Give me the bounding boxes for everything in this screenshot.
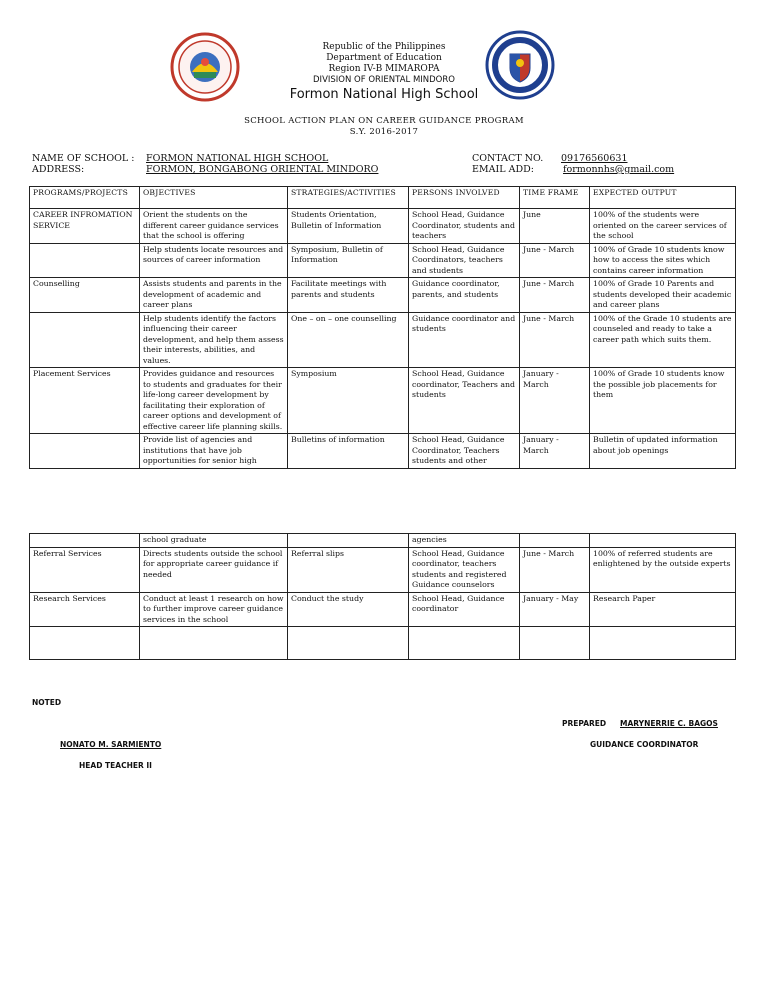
table-cell: Symposium xyxy=(288,368,409,434)
table-cell: agencies xyxy=(409,534,520,548)
table-cell: Conduct at least 1 research on how to further improve career guidance services in the school xyxy=(140,592,288,627)
header-department: Department of Education xyxy=(326,53,442,63)
noted-label: NOTED xyxy=(32,698,62,707)
col-header-objectives: OBJECTIVES xyxy=(140,187,288,209)
table-cell: Guidance coordinator and students xyxy=(409,312,520,368)
table-cell: 100% of Grade 10 students know the possible job placements for them xyxy=(590,368,736,434)
table-cell: 100% of the students were oriented on the career services of the school xyxy=(590,209,736,244)
table-row xyxy=(30,547,736,592)
contact-label: CONTACT NO. xyxy=(472,153,544,164)
table-cell: 100% of the Grade 10 students are counseled and ready to take a career path which suits them. xyxy=(590,312,736,368)
table-cell xyxy=(590,627,736,660)
address-label: ADDRESS: xyxy=(32,164,85,175)
table-cell: Directs students outside the school for appropriate career guidance if needed xyxy=(140,547,288,592)
table-cell: Symposium, Bulletin of Information xyxy=(288,243,409,278)
prepared-title: GUIDANCE COORDINATOR xyxy=(590,740,699,749)
table-cell: Orient the students on the different career guidance services that the school is offering xyxy=(140,209,288,244)
header-region: Region IV-B MIMAROPA xyxy=(328,64,440,74)
table-cell xyxy=(30,243,140,278)
table-cell: Bulletin of updated information about job openings xyxy=(590,434,736,469)
table-row xyxy=(30,434,736,469)
table-row xyxy=(30,627,736,660)
table-row xyxy=(30,243,736,278)
prepared-name: MARYNERRIE C. BAGOS xyxy=(620,719,718,728)
table-cell: Help students identify the factors influencing their career development, and help them assess their interests, abilities, and values. xyxy=(140,312,288,368)
table-row xyxy=(30,368,736,434)
table-cell: Research Services xyxy=(30,592,140,627)
table-cell: Referral Services xyxy=(30,547,140,592)
table-cell: School Head, Guidance Coordinators, teachers and students xyxy=(409,243,520,278)
table-cell: 100% of referred students are enlightened by the outside experts xyxy=(590,547,736,592)
table-cell: Provide list of agencies and institutions that have job opportunities for senior high xyxy=(140,434,288,469)
header-division: DIVISION OF ORIENTAL MINDORO xyxy=(313,75,455,85)
email-value: formonnhs@gmail.com xyxy=(563,164,675,175)
col-header-persons: PERSONS INVOLVED xyxy=(409,187,520,209)
table-cell: Research Paper xyxy=(590,592,736,627)
email-label: EMAIL ADD: xyxy=(472,164,534,175)
table-row xyxy=(30,534,736,548)
table-cell: June xyxy=(520,209,590,244)
table-cell: School Head, Guidance coordinator, Teachers and students xyxy=(409,368,520,434)
col-header-time-frame: TIME FRAME xyxy=(520,187,590,209)
table-cell: June - March xyxy=(520,547,590,592)
col-header-strategies: STRATEGIES/ACTIVITIES xyxy=(288,187,409,209)
table-cell: Guidance coordinator, parents, and students xyxy=(409,278,520,313)
table-cell: Placement Services xyxy=(30,368,140,434)
table-cell xyxy=(288,627,409,660)
table-cell: 100% of Grade 10 Parents and students developed their academic and career plans xyxy=(590,278,736,313)
col-header-expected-output: EXPECTED OUTPUT xyxy=(590,187,736,209)
table-row xyxy=(30,312,736,368)
table-cell: Facilitate meetings with parents and students xyxy=(288,278,409,313)
table-cell: Provides guidance and resources to students and graduates for their life-long career development by facilitating their exploration of career options and development of effective career life planning skills. xyxy=(140,368,288,434)
table-cell: June - March xyxy=(520,278,590,313)
table-cell: School Head, Guidance coordinator xyxy=(409,592,520,627)
table-cell: school graduate xyxy=(140,534,288,548)
action-plan-table xyxy=(29,186,736,469)
table-cell xyxy=(409,627,520,660)
table-cell: One – on – one counselling xyxy=(288,312,409,368)
school-name-value: FORMON NATIONAL HIGH SCHOOL xyxy=(146,153,329,164)
action-plan-table-continued xyxy=(29,533,736,660)
table-cell: June - March xyxy=(520,312,590,368)
table-cell: January - May xyxy=(520,592,590,627)
table-cell: January - March xyxy=(520,368,590,434)
table-cell: School Head, Guidance coordinator, teachers students and registered Guidance counselors xyxy=(409,547,520,592)
table-cell xyxy=(520,534,590,548)
table-cell xyxy=(520,627,590,660)
table-cell xyxy=(30,312,140,368)
table-cell xyxy=(30,534,140,548)
school-name-label: NAME OF SCHOOL : xyxy=(32,153,135,164)
table-cell: Referral slips xyxy=(288,547,409,592)
noted-name: NONATO M. SARMIENTO xyxy=(60,740,162,749)
prepared-label: PREPARED xyxy=(562,719,607,728)
document-title: SCHOOL ACTION PLAN ON CAREER GUIDANCE PROGRAM xyxy=(244,116,524,126)
table-cell xyxy=(140,627,288,660)
table-cell: School Head, Guidance Coordinator, students and teachers xyxy=(409,209,520,244)
table-cell: Conduct the study xyxy=(288,592,409,627)
table-cell xyxy=(30,434,140,469)
header-country: Republic of the Philippines xyxy=(322,42,446,52)
table-cell: Counselling xyxy=(30,278,140,313)
address-value: FORMON, BONGABONG ORIENTAL MINDORO xyxy=(146,164,379,175)
table-cell: CAREER INFROMATION SERVICE xyxy=(30,209,140,244)
table-cell: School Head, Guidance Coordinator, Teachers students and other xyxy=(409,434,520,469)
table-cell: Students Orientation, Bulletin of Information xyxy=(288,209,409,244)
header-school: Formon National High School xyxy=(289,87,479,102)
table-row xyxy=(30,278,736,313)
table-row xyxy=(30,592,736,627)
table-cell: January - March xyxy=(520,434,590,469)
table-cell xyxy=(590,534,736,548)
table-row xyxy=(30,209,736,244)
table-header-row xyxy=(30,187,736,209)
table-cell: Assists students and parents in the development of academic and career plans xyxy=(140,278,288,313)
table-cell: Help students locate resources and sources of career information xyxy=(140,243,288,278)
school-year: S.Y. 2016-2017 xyxy=(349,127,419,137)
noted-title: HEAD TEACHER II xyxy=(79,761,152,770)
table-cell xyxy=(288,534,409,548)
table-cell: 100% of Grade 10 students know how to access the sites which contains career information xyxy=(590,243,736,278)
table-cell: June - March xyxy=(520,243,590,278)
table-cell xyxy=(30,627,140,660)
contact-value: 09176560631 xyxy=(561,153,628,164)
table-cell: Bulletins of information xyxy=(288,434,409,469)
col-header-programs: PROGRAMS/PROJECTS xyxy=(30,187,140,209)
